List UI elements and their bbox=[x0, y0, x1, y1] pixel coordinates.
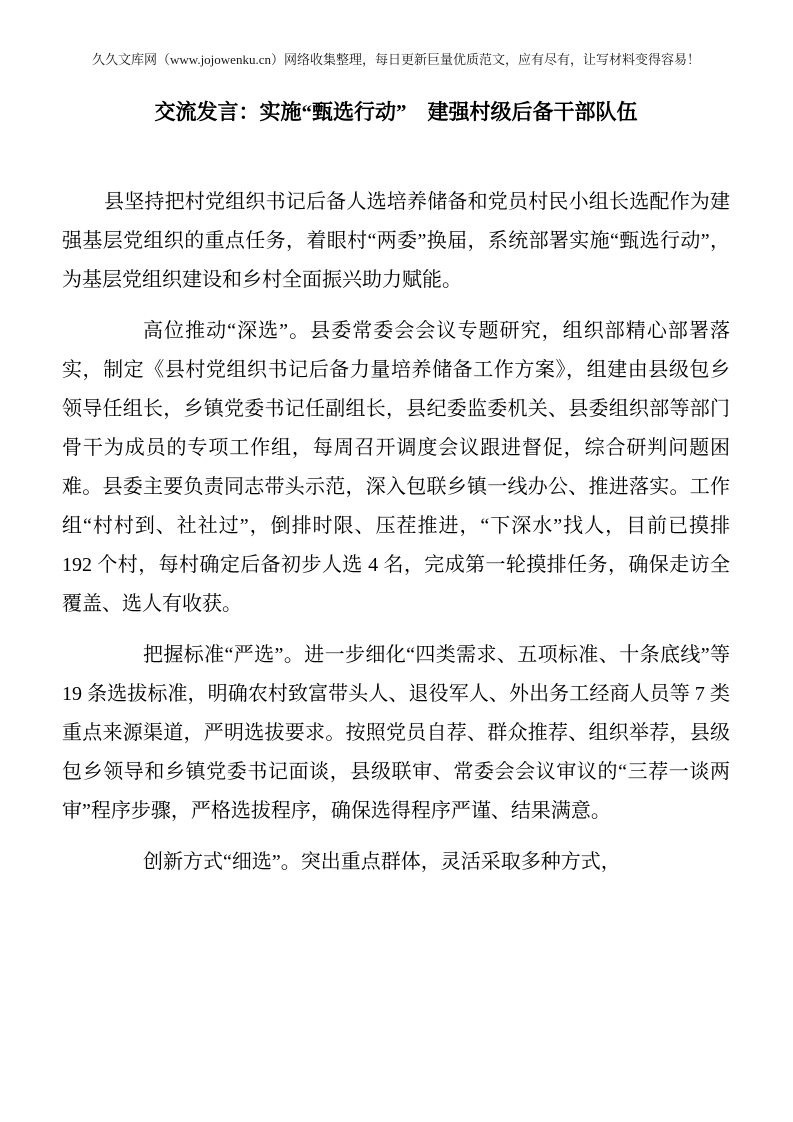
paragraph-strict-selection: 把握标准“严选”。进一步细化“四类需求、五项标准、十条底线”等 19 条选拔标准，明确农村致富带头人、退役军人、外出务工经商人员等 7 类重点来源渠道，严明选拔要求。按照党员自荐、群众推荐、组织举荐，县级包乡领导和乡镇党委书记面谈，县级联审、常委会会议审议的“三荐一谈两审”程序步骤，严格选拔程序，确保选得程序严谨、结果满意。 bbox=[62, 644, 730, 822]
paragraph-fine-selection: 创新方式“细选”。突出重点群体，灵活采取多种方式， bbox=[143, 851, 621, 873]
document-body bbox=[62, 183, 730, 894]
page-header-note: 久久文库网（www.jojowenku.cn）网络收集整理，每日更新巨量优质范文，应有尽有，让写材料变得容易！ bbox=[92, 52, 700, 67]
paragraph-intro: 县坚持把村党组织书记后备人选培养储备和党员村民小组长选配作为建强基层党组织的重点任务，着眼村“两委”换届，系统部署实施“甄选行动”，为基层党组织建设和乡村全面振兴助力赋能。 bbox=[62, 191, 730, 291]
document-title: 交流发言：实施“甄选行动” 建强村级后备干部队伍 bbox=[154, 100, 638, 124]
paragraph-deep-selection: 高位推动“深选”。县委常委会会议专题研究，组织部精心部署落实，制定《县村党组织书记后备力量培养储备工作方案》，组建由县级包乡领导任组长，乡镇党委书记任副组长，县纪委监委机关、县委组织部等部门骨干为成员的专项工作组，每周召开调度会议跟进督促，综合研判问题困难。县委主要负责同志带头示范，深入包联乡镇一线办公、推进落实。工作组“村村到、社社过”，倒排时限、压茬推进，“下深水”找人，目前已摸排 192 个村，每村确定后备初步人选 4 名，完成第一轮摸排任务，确保走访全覆盖、选人有收获。 bbox=[62, 320, 730, 615]
